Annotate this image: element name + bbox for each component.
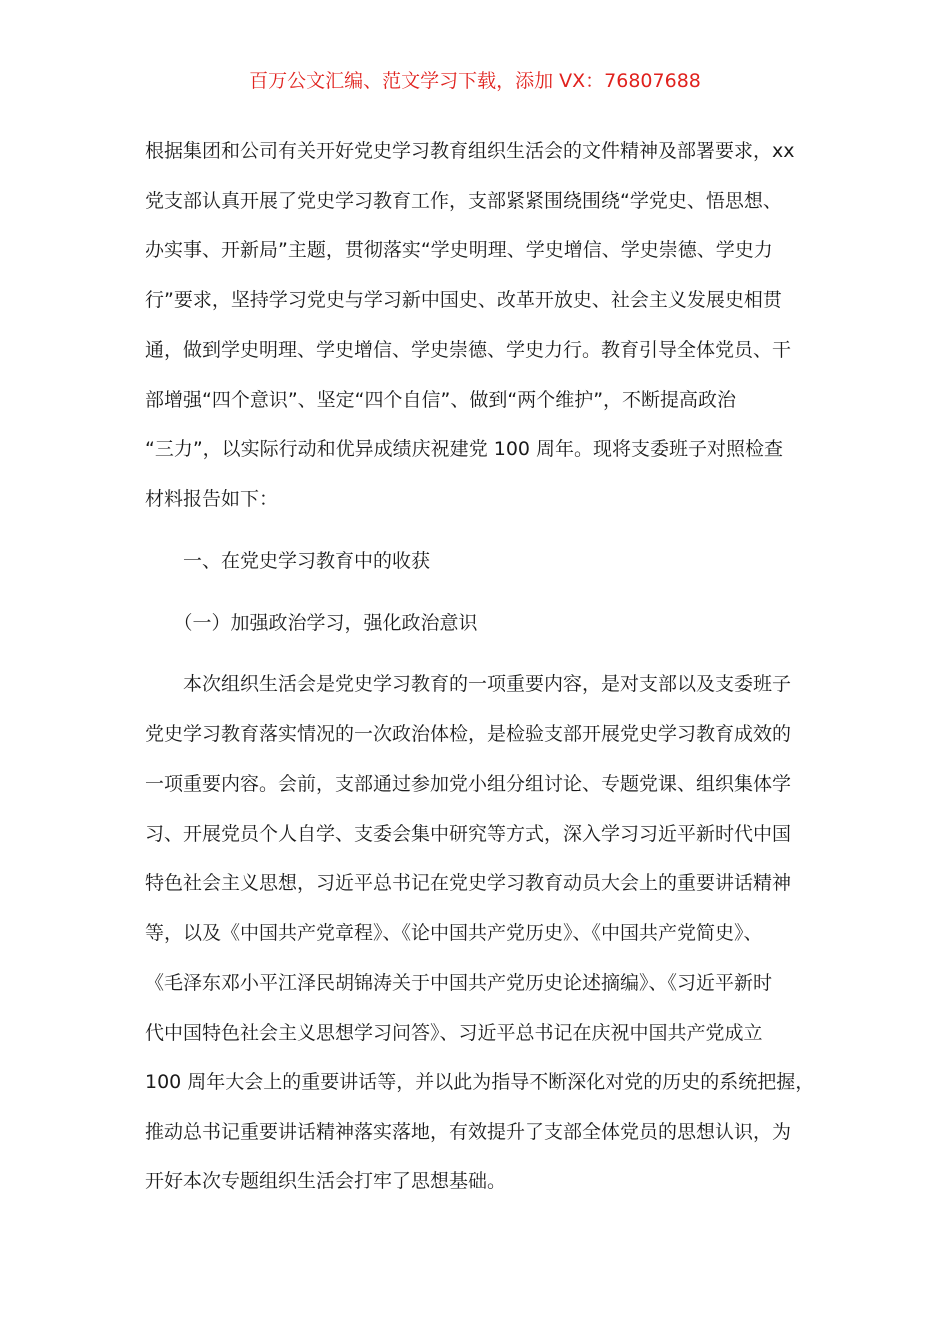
body-line: 《毛泽东邓小平江泽民胡锦涛关于中国共产党历史论述摘编》、《习近平新时 <box>145 972 773 994</box>
body-line: 行”要求，坚持学习党史与学习新中国史、改革开放史、社会主义发展史相贯 <box>145 289 782 311</box>
body-line: 办实事、开新局”主题，贯彻落实“学史明理、学史增信、学史崇德、学史力 <box>145 239 773 261</box>
body-line: 本次组织生活会是党史学习教育的一项重要内容，是对支部以及支委班子 <box>145 673 792 695</box>
body-line: 开好本次专题组织生活会打牢了思想基础。 <box>145 1170 507 1192</box>
body-line: 一项重要内容。会前，支部通过参加党小组分组讨论、专题党课、组织集体学 <box>145 773 792 795</box>
body-line: 材料报告如下： <box>145 488 279 510</box>
body-line: 等，以及《中国共产党章程》、《论中国共产党历史》、《中国共产党简史》、 <box>145 922 763 944</box>
subsection-heading: （一）加强政治学习，强化政治意识 <box>145 612 478 634</box>
body-line: 代中国特色社会主义思想学习问答》、习近平总书记在庆祝中国共产党成立 <box>145 1022 763 1044</box>
body-line: 特色社会主义思想，习近平总书记在党史学习教育动员大会上的重要讲话精神 <box>145 872 792 894</box>
body-line: 部增强“四个意识”、坚定“四个自信”、做到“两个维护”，不断提高政治 <box>145 389 737 411</box>
body-line: 通，做到学史明理、学史增信、学史崇德、学史力行。教育引导全体党员、干 <box>145 339 792 361</box>
section-heading: 一、在党史学习教育中的收获 <box>145 550 431 572</box>
body-line: 党支部认真开展了党史学习教育工作，支部紧紧围绕围绕“学党史、悟思想、 <box>145 190 782 212</box>
body-line: 根据集团和公司有关开好党史学习教育组织生活会的文件精神及部署要求，xx <box>145 140 795 162</box>
body-line: 100 周年大会上的重要讲话等，并以此为指导不断深化对党的历史的系统把握， <box>145 1071 815 1093</box>
body-line: 习、开展党员个人自学、支委会集中研究等方式，深入学习习近平新时代中国 <box>145 823 792 845</box>
body-line: “三力”，以实际行动和优异成绩庆祝建党 100 周年。现将支委班子对照检查 <box>145 438 784 460</box>
header-banner: 百万公文汇编、范文学习下载，添加 VX：76807688 <box>249 70 701 92</box>
body-line: 党史学习教育落实情况的一次政治体检，是检验支部开展党史学习教育成效的 <box>145 723 792 745</box>
body-line: 推动总书记重要讲话精神落实落地，有效提升了支部全体党员的思想认识，为 <box>145 1121 792 1143</box>
